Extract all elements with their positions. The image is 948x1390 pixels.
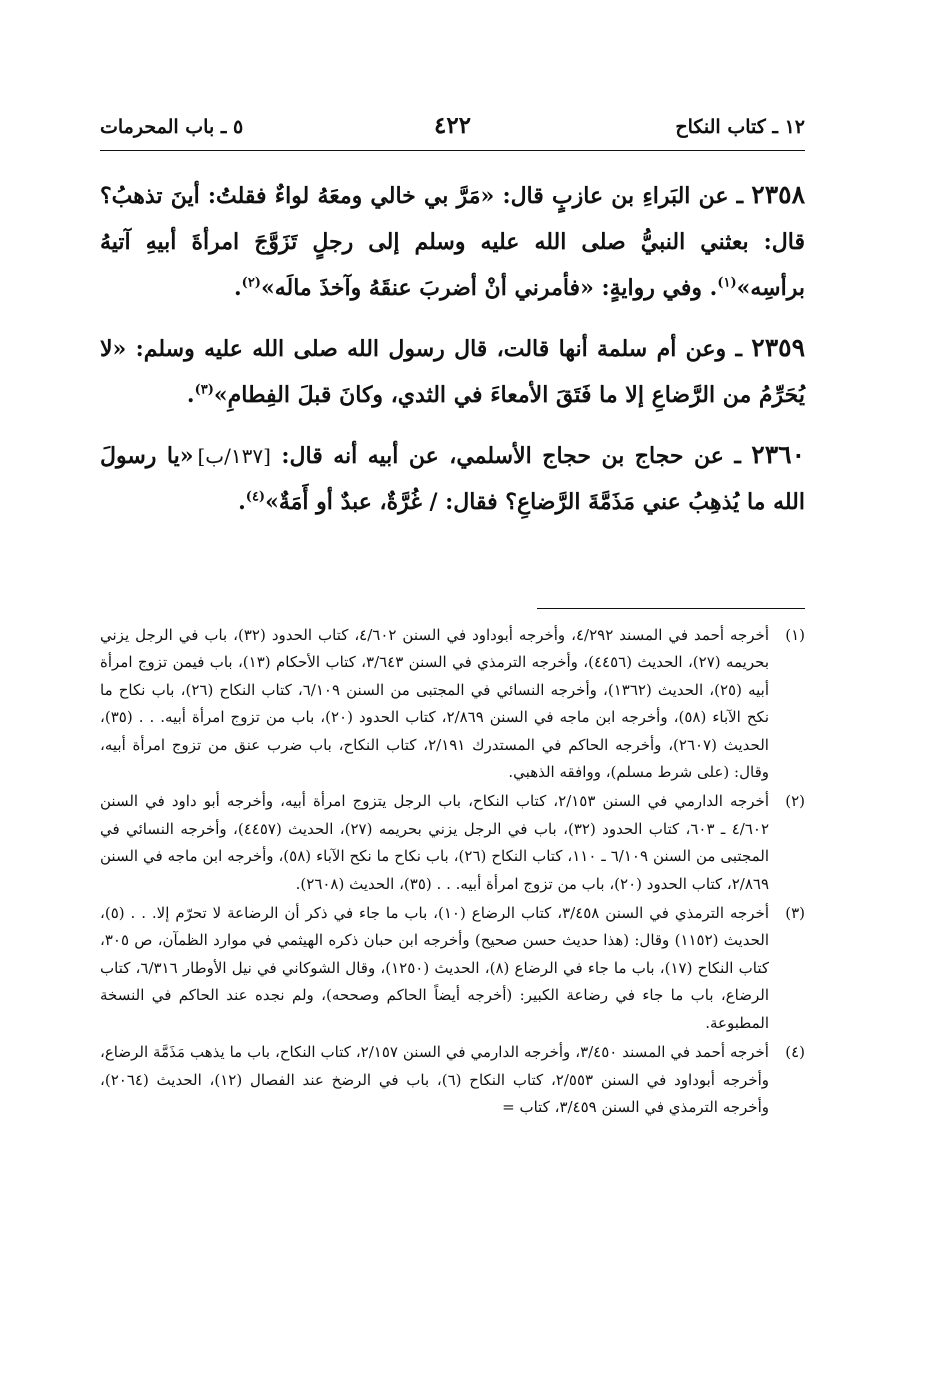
hadith-2358 bbox=[100, 172, 805, 311]
footnote-ref[interactable]: (٣) bbox=[194, 382, 214, 398]
footnote-4 bbox=[100, 1039, 805, 1121]
hadith-text: ـ عن البَراءِ بن عازبٍ قال: «مَرَّ بي خالي ومعَهُ لواءٌ فقلتُ: أينَ تذهبُ؟ قال: بعثني النبيُّ صلى الله عليه وسلم إلى رجلٍ تَزَوَّجَ امرأةَ أبيهِ آتيهُ برأسِه» bbox=[100, 183, 805, 301]
footnote-marker: (٣) bbox=[785, 904, 805, 923]
footnote-text: أخرجه الترمذي في السنن ٣/٤٥٨، كتاب الرضاع (١٠)، باب ما جاء في ذكر أن الرضاعة لا تحرّم إلا. . . (٥)، الحديث (١١٥٢) وقال: (هذا حديث حسن صحيح) وأخرجه ابن حبان ذكره الهيثمي في موارد الظمآن، ص ٣٠٥، كتاب النكاح (١٧)، باب ما جاء في الرضاع (٨)، الحديث (١٢٥٠)، وقال الشوكاني في نيل الأوطار ٦/٣١٦، كتاب الرضاع، باب ما جاء في رضاعة الكبير: (أخرجه أيضاً الحاكم وصححه)، ولم نجده عند الحاكم في النسخة المطبوعة. bbox=[100, 904, 769, 1032]
main-text bbox=[100, 172, 805, 539]
folio-marker: [١٣٧/ب] bbox=[197, 444, 271, 468]
footnotes bbox=[100, 622, 805, 1123]
footnote-ref[interactable]: (٢) bbox=[241, 275, 261, 291]
hadith-end: . bbox=[238, 489, 246, 515]
hadith-end: . bbox=[186, 382, 195, 408]
running-header bbox=[100, 112, 805, 152]
hadith-text: ـ وعن أم سلمة أنها قالت، قال رسول الله صلى الله عليه وسلم: «لا يُحَرِّمُ من الرَّضاعِ إلا ما فَتَقَ الأمعاءَ في الثدي، وكانَ قبلَ الفِطامِ» bbox=[100, 336, 805, 408]
footnote-text: أخرجه الدارمي في السنن ٢/١٥٣، كتاب النكاح، باب الرجل يتزوج امرأة أبيه، وأخرجه أبو داود في السنن ٤/٦٠٢ ـ ٦٠٣، كتاب الحدود (٣٢)، باب في الرجل يزني بحريمه (٢٧)، الحديث (٤٤٥٧)، وأخرجه النسائي في المجتبى من السنن ٦/١٠٩ ـ ١١٠، كتاب النكاح (٢٦)، باب نكاح ما نكح الآباء (٥٨)، وأخرجه ابن ماجه في السنن ٢/٨٦٩، كتاب الحدود (٢٠)، باب من تزوج امرأة أبيه. . . (٣٥)، الحديث (٢٦٠٨). bbox=[100, 792, 770, 893]
chapter-title: ١٢ ـ كتاب النكاح bbox=[675, 116, 805, 138]
hadith-text-continued: «يا رسولَ الله ما يُذهِبُ عني مَذَمَّةَ الرَّضاعِ؟ فقال: / غُرَّةٌ، عبدٌ أو أَمَةٌ» bbox=[100, 443, 805, 515]
footnote-2 bbox=[100, 788, 805, 898]
hadith-2360 bbox=[100, 432, 805, 525]
footnote-marker: (١) bbox=[785, 626, 805, 644]
hadith-text: ـ عن حجاج بن حجاج الأسلمي، عن أبيه أنه قال: bbox=[270, 443, 752, 469]
footnote-ref[interactable]: (٤) bbox=[245, 489, 266, 505]
hadith-text-continued: . وفي روايةٍ: «فأمرني أنْ أضربَ عنقَهُ وآخذَ مالَه» bbox=[260, 275, 718, 301]
footnote-text: أخرجه أحمد في المسند ٣/٤٥٠، وأخرجه الدارمي في السنن ٢/١٥٧، كتاب النكاح، باب ما يذهب مَذَمَّة الرضاع، وأخرجه أبوداود في السنن ٢/٥٥٣، كتاب النكاح (٦)، باب في الرضخ عند الفصال (١٢)، الحديث (٢٠٦٤)، وأخرجه الترمذي في السنن ٣/٤٥٩، كتاب = bbox=[100, 1043, 769, 1116]
footnote-text: أخرجه أحمد في المسند ٤/٢٩٢، وأخرجه أبوداود في السنن ٤/٦٠٢، كتاب الحدود (٣٢)، باب في الرجل يزني بحريمه (٢٧)، الحديث (٤٤٥٦)، وأخرجه الترمذي في السنن ٣/٦٤٣، كتاب الأحكام (١٣)، باب فيمن تزوج امرأة أبيه (٢٥)، الحديث (١٣٦٢)، وأخرجه النسائي في المجتبى من السنن ٦/١٠٩، كتاب النكاح (٢٦)، باب نكاح ما نكح الآباء (٥٨)، وأخرجه ابن ماجه في السنن ٢/٨٦٩، كتاب الحدود (٢٠)، باب من تزوج امرأة أبيه. . . (٣٥)، الحديث (٢٦٠٧)، وأخرجه الحاكم في المستدرك ٢/١٩١، كتاب النكاح، باب ضرب عنق من تزوج امرأة أبيه، وقال: (على شرط مسلم)، ووافقه الذهبي. bbox=[100, 626, 770, 782]
footnote-3 bbox=[100, 900, 805, 1037]
footnote-rule bbox=[537, 608, 805, 609]
hadith-2359 bbox=[100, 325, 805, 418]
footnote-marker: (٤) bbox=[785, 1043, 805, 1062]
footnote-marker: (٢) bbox=[785, 792, 805, 811]
header-rule bbox=[100, 150, 805, 151]
hadith-number: ٢٣٥٨ bbox=[751, 180, 805, 209]
page-number: ٤٢٢ bbox=[433, 112, 472, 139]
section-title: ٥ ـ باب المحرمات bbox=[100, 116, 244, 138]
footnote-ref[interactable]: (١) bbox=[717, 275, 737, 291]
hadith-number: ٢٣٦٠ bbox=[751, 440, 806, 469]
footnote-1 bbox=[100, 622, 805, 786]
hadith-end: . bbox=[233, 275, 242, 301]
hadith-number: ٢٣٥٩ bbox=[751, 333, 805, 362]
